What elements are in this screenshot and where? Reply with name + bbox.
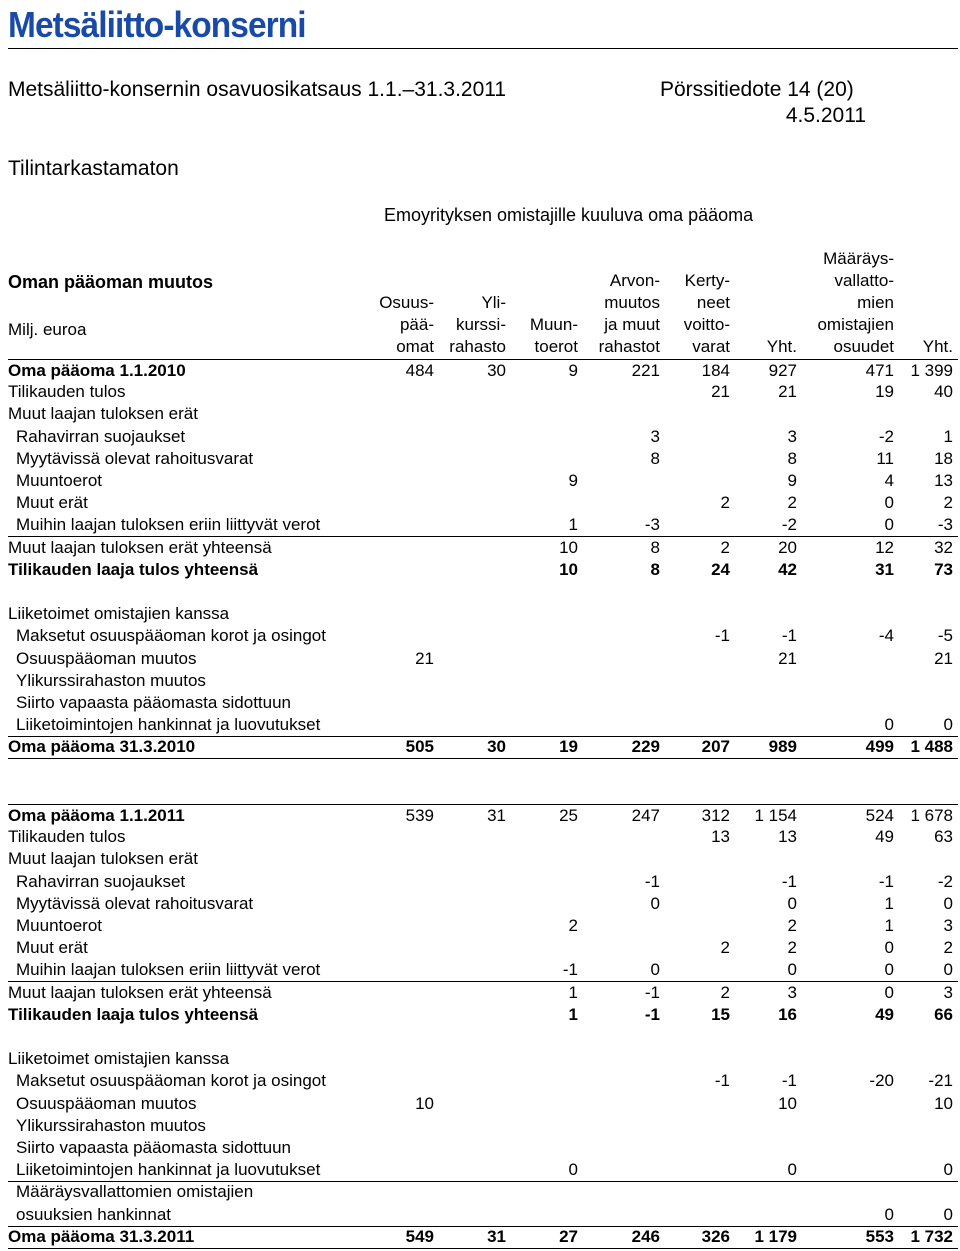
row-label: Muut laajan tuloksen erät <box>8 404 198 424</box>
cell-value: 40 <box>934 382 953 402</box>
column-header-line: muutos <box>604 293 660 312</box>
cell-value: 2 <box>568 916 578 935</box>
cell-value: -1 <box>878 871 894 891</box>
table-row <box>8 514 958 537</box>
table-row <box>8 893 958 915</box>
cell-value: 0 <box>943 893 953 913</box>
cell-value: 1 <box>884 893 894 913</box>
table-row <box>8 1070 958 1092</box>
table-row <box>8 871 958 893</box>
table-row <box>8 648 958 670</box>
cell-value: 0 <box>787 893 797 913</box>
table-row <box>8 470 958 492</box>
column-header-line: neet <box>696 293 730 312</box>
column-header-line: rahasto <box>449 337 506 356</box>
cell-value: 18 <box>934 448 953 468</box>
table-row <box>8 448 958 470</box>
row-label: Siirto vapaasta pääomasta sidottuun <box>16 1138 292 1157</box>
cell-value: 505 <box>405 737 434 757</box>
column-header <box>530 314 578 358</box>
cell-value: -1 <box>644 871 660 891</box>
row-label: Ylikurssirahaston muutos <box>16 1115 206 1135</box>
cell-value: -1 <box>644 982 660 1002</box>
cell-value: -2 <box>937 871 953 891</box>
cell-value: 2 <box>787 916 797 935</box>
cell-value: -20 <box>869 1071 894 1091</box>
row-label: Muuntoerot <box>16 916 102 935</box>
cell-value: 2 <box>943 938 953 958</box>
row-label: Muut erät <box>16 493 88 513</box>
table-row <box>8 982 958 1004</box>
cell-value: 8 <box>650 448 660 468</box>
column-header-line: varat <box>692 337 730 356</box>
cell-value: 484 <box>405 361 434 380</box>
table-row <box>8 848 958 870</box>
cell-value: 2 <box>720 537 730 557</box>
table-row <box>8 1137 958 1159</box>
table-row <box>8 714 958 737</box>
cell-value: 31 <box>875 559 894 579</box>
table-row <box>8 403 958 425</box>
cell-value: 0 <box>650 960 660 980</box>
cell-value: -5 <box>937 626 953 646</box>
group-heading: Emoyrityksen omistajille kuuluva oma pääoma <box>384 205 754 225</box>
cell-value: 1 179 <box>754 1226 797 1246</box>
cell-value: -4 <box>878 626 894 646</box>
row-label: Oma pääoma 31.3.2010 <box>8 737 196 757</box>
table-row <box>8 1159 958 1182</box>
cell-value: -1 <box>781 626 797 646</box>
cell-value: 20 <box>778 537 797 557</box>
cell-value: 12 <box>875 537 894 557</box>
cell-value: 10 <box>415 1093 434 1113</box>
cell-value: 524 <box>865 806 894 825</box>
row-label: Tilikauden tulos <box>8 827 126 847</box>
row-label: Muut laajan tuloksen erät <box>8 849 198 869</box>
column-header <box>379 292 434 358</box>
table-row <box>8 1048 958 1070</box>
table-row <box>8 937 958 959</box>
cell-value: -1 <box>781 1071 797 1091</box>
column-header <box>767 336 797 358</box>
cell-value: 0 <box>884 982 894 1002</box>
cell-value: 9 <box>787 471 797 490</box>
cell-value: 184 <box>701 361 730 380</box>
column-header-line: Osuus- <box>379 293 434 312</box>
row-label: Osuuspääoman muutos <box>16 648 197 668</box>
row-label: Myytävissä olevat rahoitusvarat <box>16 448 254 468</box>
cell-value: 0 <box>884 938 894 958</box>
table-row <box>8 1004 958 1026</box>
cell-value: 21 <box>778 382 797 402</box>
cell-value: 21 <box>415 648 434 668</box>
cell-value: 2 <box>720 982 730 1002</box>
cell-value: 221 <box>631 361 660 380</box>
row-label: Tilikauden tulos <box>8 382 126 402</box>
cell-value: 21 <box>934 648 953 668</box>
column-header-line: toerot <box>534 337 578 356</box>
column-header-line: Yht. <box>922 337 953 356</box>
row-label: Ylikurssirahaston muutos <box>16 670 206 690</box>
cell-value: 1 <box>568 515 578 535</box>
cell-value: 66 <box>934 1004 953 1024</box>
table-row <box>8 381 958 403</box>
cell-value: 19 <box>875 382 894 402</box>
cell-value: -1 <box>562 960 578 980</box>
row-label: Maksetut osuuspääoman korot ja osingot <box>16 626 326 646</box>
cell-value: 0 <box>884 1204 894 1224</box>
cell-value: 1 <box>568 982 578 1002</box>
cell-value: 1 678 <box>910 806 953 825</box>
cell-value: 3 <box>787 982 797 1002</box>
table-row <box>8 736 958 759</box>
cell-value: 2 <box>943 493 953 513</box>
row-label: Siirto vapaasta pääomasta sidottuun <box>16 693 292 712</box>
cell-value: 25 <box>559 806 578 825</box>
column-header-line: Kerty- <box>684 271 730 290</box>
cell-value: 21 <box>778 648 797 668</box>
row-label: Muihin laajan tuloksen eriin liittyvät verot <box>16 515 321 535</box>
cell-value: 927 <box>768 361 797 380</box>
cell-value: 0 <box>884 715 894 735</box>
table-row <box>8 603 958 625</box>
cell-value: 15 <box>711 1004 730 1024</box>
column-header <box>923 336 953 358</box>
row-label: osuuksien hankinnat <box>16 1204 172 1224</box>
column-header <box>449 292 506 358</box>
table-row <box>8 670 958 692</box>
table-row <box>8 826 958 848</box>
cell-value: 1 <box>568 1004 578 1024</box>
cell-value: 73 <box>934 559 953 579</box>
cell-value: 3 <box>787 426 797 446</box>
cell-value: 0 <box>884 493 894 513</box>
cell-value: 0 <box>787 960 797 980</box>
cell-value: 0 <box>943 1204 953 1224</box>
company-logo: Metsäliitto-konserni <box>8 4 306 45</box>
cell-value: 13 <box>934 471 953 490</box>
table-row <box>8 1026 958 1048</box>
cell-value: 2 <box>787 938 797 958</box>
table-title: Oman pääoman muutos <box>8 272 214 292</box>
column-header-line: kurssi- <box>455 315 506 334</box>
cell-value: 499 <box>865 737 894 757</box>
row-label: Muut erät <box>16 938 88 958</box>
row-label: Myytävissä olevat rahoitusvarat <box>16 893 254 913</box>
cell-value: 247 <box>631 806 660 825</box>
header-rule <box>8 48 958 49</box>
cell-value: 63 <box>934 827 953 847</box>
cell-value: 4 <box>884 471 894 490</box>
cell-value: 30 <box>487 737 506 757</box>
cell-value: 13 <box>711 827 730 847</box>
table-row <box>8 1115 958 1137</box>
cell-value: 49 <box>875 1004 894 1024</box>
cell-value: 2 <box>720 493 730 513</box>
column-header-line: Yht. <box>766 337 797 356</box>
column-header <box>599 270 660 358</box>
row-label: Liiketoimet omistajien kanssa <box>8 1049 230 1069</box>
column-header-line: omat <box>396 337 434 356</box>
row-label: Muut laajan tuloksen erät yhteensä <box>8 537 272 557</box>
cell-value: 553 <box>865 1226 894 1246</box>
cell-value: 2 <box>787 493 797 513</box>
cell-value: 11 <box>876 448 894 468</box>
cell-value: -1 <box>714 626 730 646</box>
cell-value: 31 <box>487 1226 506 1246</box>
cell-value: 9 <box>568 471 578 490</box>
cell-value: 9 <box>568 361 578 380</box>
row-label: Rahavirran suojaukset <box>16 426 186 446</box>
cell-value: 0 <box>943 960 953 980</box>
row-label: Liiketoimet omistajien kanssa <box>8 604 230 624</box>
cell-value: 0 <box>787 1160 797 1180</box>
cell-value: 8 <box>650 537 660 557</box>
cell-value: -2 <box>878 426 894 446</box>
row-label: Tilikauden laaja tulos yhteensä <box>8 1004 259 1024</box>
table-row <box>8 959 958 982</box>
row-label: Muuntoerot <box>16 471 102 490</box>
row-label: Oma pääoma 1.1.2010 <box>8 361 186 380</box>
release-date: 4.5.2011 <box>785 104 866 127</box>
cell-value: 3 <box>943 916 953 935</box>
cell-value: 10 <box>559 537 578 557</box>
cell-value: 19 <box>559 737 578 757</box>
column-header-line: Muun- <box>529 315 578 334</box>
table-row <box>8 426 958 448</box>
cell-value: 0 <box>650 893 660 913</box>
column-header-line: pää- <box>399 315 434 334</box>
cell-value: 246 <box>631 1226 660 1246</box>
table-row <box>8 1226 958 1249</box>
table-row <box>8 1204 958 1227</box>
cell-value: 30 <box>487 361 506 380</box>
row-label: Liiketoimintojen hankinnat ja luovutukset <box>16 1160 321 1180</box>
table-row <box>8 625 958 647</box>
column-header-line: voitto- <box>683 315 730 334</box>
cell-value: 549 <box>405 1226 434 1246</box>
row-label: Tilikauden laaja tulos yhteensä <box>8 559 259 579</box>
cell-value: 471 <box>865 361 894 380</box>
cell-value: 3 <box>943 982 953 1002</box>
cell-value: 1 399 <box>910 361 953 380</box>
column-header <box>684 270 730 358</box>
table-row <box>8 581 958 603</box>
cell-value: 42 <box>778 559 797 579</box>
cell-value: 326 <box>701 1226 730 1246</box>
column-header-line: ja muut <box>604 315 660 334</box>
column-header-line: Määräys- <box>823 249 894 268</box>
column-header-line: mien <box>857 293 894 312</box>
column-header-line: Yli- <box>481 293 506 312</box>
cell-value: 229 <box>631 737 660 757</box>
table-row <box>8 692 958 714</box>
cell-value: 32 <box>934 537 953 557</box>
table-row <box>8 1093 958 1115</box>
cell-value: 2 <box>720 938 730 958</box>
cell-value: 21 <box>711 382 730 402</box>
table-row <box>8 804 958 827</box>
row-label: Muihin laajan tuloksen eriin liittyvät verot <box>16 960 321 980</box>
table-row <box>8 915 958 937</box>
column-header <box>817 248 894 358</box>
column-header-line: omistajien <box>817 315 894 334</box>
cell-value: 1 488 <box>910 737 953 757</box>
cell-value: 312 <box>701 806 730 825</box>
cell-value: 8 <box>787 448 797 468</box>
cell-value: 10 <box>559 559 578 579</box>
table-row <box>8 359 958 382</box>
cell-value: 989 <box>768 737 797 757</box>
cell-value: 24 <box>711 559 730 579</box>
row-label: Muut laajan tuloksen erät yhteensä <box>8 982 272 1002</box>
cell-value: -21 <box>928 1071 953 1091</box>
table-row <box>8 492 958 514</box>
cell-value: 1 732 <box>910 1226 953 1246</box>
report-title: Metsäliitto-konsernin osavuosikatsaus 1.1.–31.3.2011 <box>8 78 507 101</box>
cell-value: 31 <box>487 806 506 825</box>
cell-value: 207 <box>701 737 730 757</box>
cell-value: -3 <box>937 515 953 535</box>
row-label: Maksetut osuuspääoman korot ja osingot <box>16 1071 326 1091</box>
table-row <box>8 537 958 559</box>
row-label: Rahavirran suojaukset <box>16 871 186 891</box>
table-row <box>8 559 958 581</box>
cell-value: 49 <box>875 827 894 847</box>
row-label: Oma pääoma 31.3.2011 <box>8 1226 195 1246</box>
table-row <box>8 1181 958 1203</box>
cell-value: -3 <box>644 515 660 535</box>
row-label: Määräysvallattomien omistajien <box>16 1182 254 1202</box>
column-header-line: osuudet <box>833 337 894 356</box>
cell-value: 3 <box>650 426 660 446</box>
cell-value: 1 <box>884 916 894 935</box>
row-label: Liiketoimintojen hankinnat ja luovutukset <box>16 715 321 735</box>
cell-value: 16 <box>778 1004 797 1024</box>
cell-value: 539 <box>405 806 434 825</box>
column-header-line: vallatto- <box>834 271 894 290</box>
cell-value: -2 <box>781 515 797 535</box>
unit-label: Milj. euroa <box>8 320 87 339</box>
unaudited-label: Tilintarkastamaton <box>8 157 179 180</box>
row-label: Oma pääoma 1.1.2011 <box>8 806 185 825</box>
cell-value: 0 <box>568 1160 578 1180</box>
cell-value: 8 <box>650 559 660 579</box>
cell-value: 0 <box>943 715 953 735</box>
release-number: Pörssitiedote 14 (20) <box>660 78 854 101</box>
cell-value: 10 <box>934 1093 953 1113</box>
row-label: Osuuspääoman muutos <box>16 1093 197 1113</box>
cell-value: 0 <box>884 515 894 535</box>
column-header-line: Arvon- <box>609 271 660 290</box>
cell-value: 13 <box>778 827 797 847</box>
column-header-line: rahastot <box>598 337 660 356</box>
cell-value: 1 <box>943 426 953 446</box>
cell-value: 10 <box>778 1093 797 1113</box>
cell-value: 27 <box>559 1226 578 1246</box>
cell-value: 0 <box>884 960 894 980</box>
cell-value: 0 <box>943 1160 953 1180</box>
cell-value: -1 <box>644 1004 660 1024</box>
cell-value: 1 154 <box>754 806 797 825</box>
cell-value: -1 <box>714 1071 730 1091</box>
cell-value: -1 <box>781 871 797 891</box>
